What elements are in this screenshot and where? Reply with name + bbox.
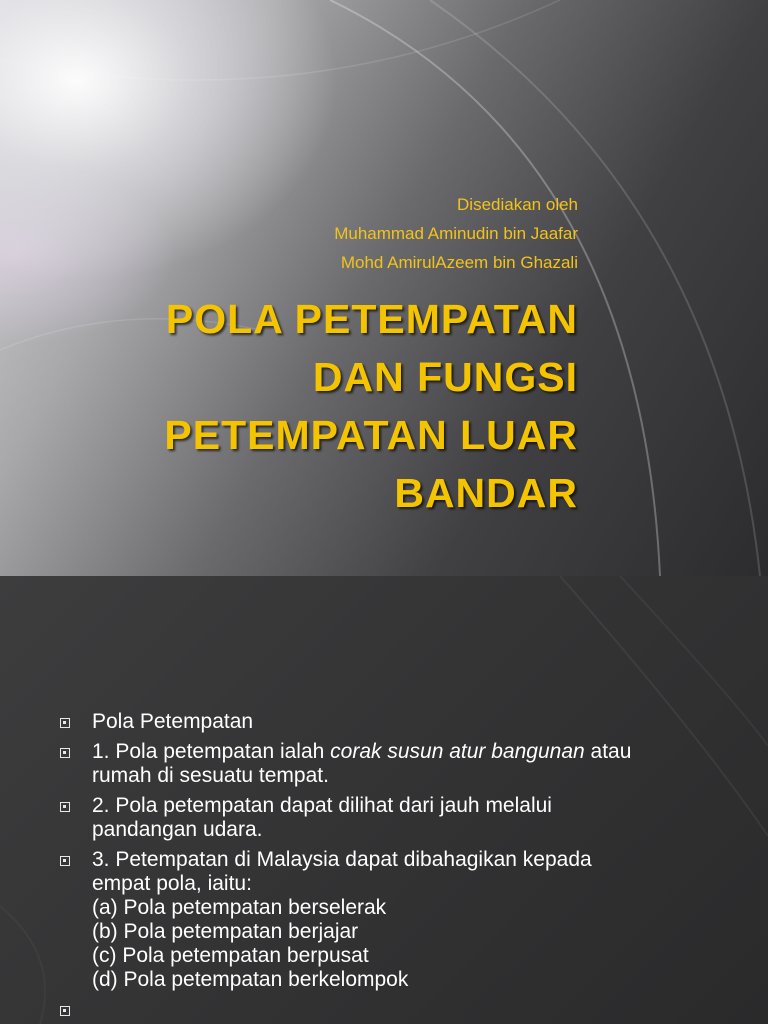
- content-slide: [0, 576, 768, 1024]
- emphasized-text: corak susun atur bangunan: [330, 740, 585, 763]
- list-item: [60, 998, 640, 1016]
- list-item: [60, 794, 640, 842]
- title-line: BANDAR: [394, 470, 578, 516]
- square-bullet-icon: [60, 1006, 70, 1016]
- square-bullet-icon: [60, 856, 70, 866]
- sub-item: (b) Pola petempatan berjajar: [92, 920, 359, 943]
- list-item: [60, 848, 640, 992]
- square-bullet-icon: [60, 748, 70, 758]
- author-credits: [334, 190, 578, 277]
- list-item: [60, 710, 640, 734]
- sub-item: (c) Pola petempatan berpusat: [92, 944, 369, 967]
- prepared-by-label: Disediakan oleh: [457, 195, 578, 214]
- square-bullet-icon: [60, 718, 70, 728]
- author-name: Mohd AmirulAzeem bin Ghazali: [340, 253, 578, 272]
- bullet-text: 2. Pola petempatan dapat dilihat dari jauh melalui pandangan udara.: [92, 794, 552, 841]
- author-name: Muhammad Aminudin bin Jaafar: [334, 224, 578, 243]
- title-line: POLA PETEMPATAN: [165, 296, 578, 342]
- list-item: [60, 740, 640, 788]
- bullet-text: [92, 848, 640, 992]
- slide-title: [58, 290, 578, 522]
- bullet-text: Pola Petempatan: [92, 710, 254, 733]
- text-run: atau rumah di sesuatu tempat.: [92, 740, 632, 787]
- title-line: PETEMPATAN LUAR: [164, 412, 578, 458]
- title-line: DAN FUNGSI: [312, 354, 578, 400]
- text-run: 3. Petempatan di Malaysia dapat dibahagikan kepada empat pola, iaitu:: [92, 848, 592, 895]
- bullet-text: [92, 740, 640, 788]
- bullet-list: [60, 710, 640, 1022]
- sub-item: (a) Pola petempatan berselerak: [92, 896, 387, 919]
- sub-item: (d) Pola petempatan berkelompok: [92, 968, 409, 991]
- text-run: 1. Pola petempatan ialah: [92, 740, 331, 763]
- square-bullet-icon: [60, 802, 70, 812]
